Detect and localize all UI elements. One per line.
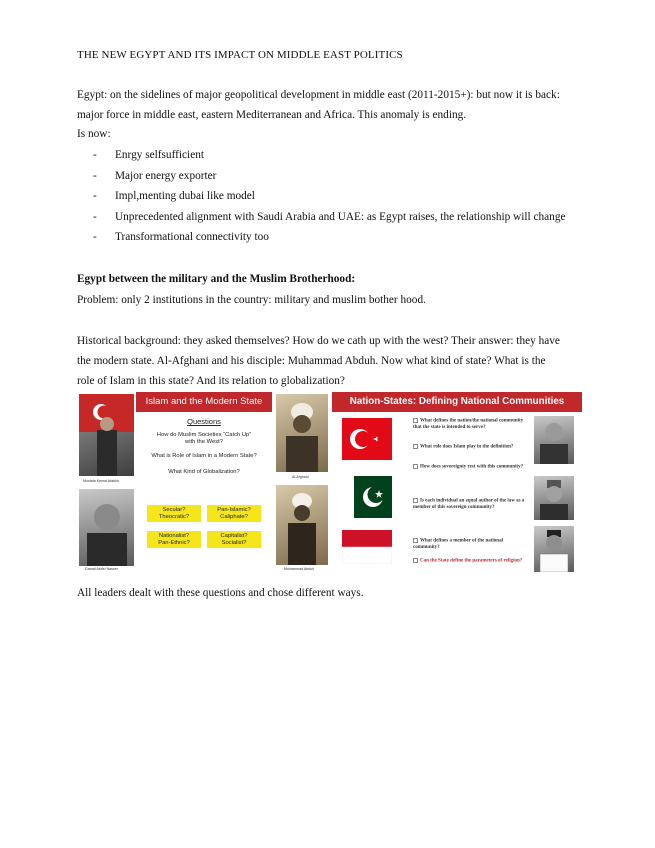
nation-question: Is each individual an equal author of the law as a member of this sovereign community? bbox=[413, 498, 525, 510]
option-box: Capitalist? Socialist? bbox=[207, 531, 261, 548]
nation-question: What role does Islam play in the definition? bbox=[413, 444, 525, 451]
section-heading: Egypt between the military and the Muslim Brotherhood: bbox=[77, 273, 356, 285]
dash-marker: - bbox=[93, 231, 97, 243]
intro-line-1: Egypt: on the sidelines of major geopolitical development in middle east (2011-2015+): but now it is back: bbox=[77, 89, 560, 101]
leader-portrait-3 bbox=[534, 526, 574, 572]
intro-line-2: major force in middle east, eastern Mediterranean and Africa. This anomaly is ending. bbox=[77, 109, 467, 121]
questions-heading: Questions bbox=[187, 417, 221, 426]
nation-question: What defines a member of the national community? bbox=[413, 538, 503, 550]
list-item: - Unprecedented alignment with Saudi Arabia and UAE: as Egypt raises, the relationship will change bbox=[77, 207, 566, 228]
pakistan-flag-icon bbox=[342, 476, 392, 518]
caption-abduh: Muhammad Abduh bbox=[284, 567, 315, 571]
portrait-icon bbox=[534, 526, 574, 572]
slide-nation-states bbox=[272, 392, 582, 573]
nation-question: How does sovereignty rest with this community? bbox=[413, 464, 525, 471]
portrait-icon bbox=[276, 485, 328, 565]
portrait-icon bbox=[79, 489, 134, 566]
question-catch-up-a: How do Muslim Societies “Catch Up” bbox=[156, 432, 252, 438]
dash-marker: - bbox=[93, 149, 97, 161]
caption-nasser: Gamal Abdel Nasser bbox=[85, 567, 118, 571]
question-globalization: What Kind of Globalization? bbox=[168, 469, 240, 475]
history-line-1: Historical background: they asked themselves? How do we cath up with the west? Their answer: they have bbox=[77, 335, 560, 347]
history-line-3: role of Islam in this state? And its relation to globalization? bbox=[77, 375, 345, 387]
leader-portrait-2 bbox=[534, 476, 574, 520]
closing-text: All leaders dealt with these questions and chose different ways. bbox=[77, 587, 364, 599]
slides-figure bbox=[77, 392, 582, 573]
document-title: THE NEW EGYPT AND ITS IMPACT ON MIDDLE EAST POLITICS bbox=[77, 49, 403, 61]
bullet-list bbox=[77, 145, 566, 248]
list-item: - Major energy exporter bbox=[77, 166, 566, 187]
slide-2-title: Nation-States: Defining National Communities bbox=[332, 392, 582, 412]
flag-backdrop-icon bbox=[79, 394, 134, 476]
slide-islam-modern-state bbox=[77, 392, 272, 573]
turkey-flag-icon bbox=[342, 418, 392, 460]
portrait-icon bbox=[276, 394, 328, 472]
nation-question-highlight: Can the State define the parameters of religion? bbox=[413, 558, 525, 565]
list-item: - Transformational connectivity too bbox=[77, 227, 566, 248]
question-role-islam: What is Role of Islam in a Modern State? bbox=[151, 453, 257, 459]
question-catch-up-b: with the West? bbox=[185, 439, 223, 445]
caption-afghani: Al-Afghani bbox=[292, 475, 309, 479]
option-box: Pan-Islamic? Caliphate? bbox=[207, 505, 261, 522]
dash-marker: - bbox=[93, 210, 97, 223]
option-box: Nationalist? Pan-Ethnic? bbox=[147, 531, 201, 548]
nation-question: What defines the nation/the national community that the state is intended to serve? bbox=[413, 418, 524, 430]
ataturk-photo bbox=[79, 394, 134, 476]
abduh-photo bbox=[276, 485, 328, 565]
history-line-2: the modern state. Al-Afghani and his disciple: Muhammad Abduh. Now what kind of state? What is the bbox=[77, 355, 546, 367]
caption-ataturk: Mustafa Kemal Atatürk bbox=[83, 479, 120, 483]
dash-marker: - bbox=[93, 190, 97, 202]
nasser-photo bbox=[79, 489, 134, 566]
list-item: - Impl,menting dubai like model bbox=[77, 186, 566, 207]
dash-marker: - bbox=[93, 169, 97, 182]
slide-1-title: Islam and the Modern State bbox=[136, 392, 272, 412]
list-item: - Enrgy selfsufficient bbox=[77, 145, 566, 166]
portrait-icon bbox=[534, 476, 574, 520]
option-box: Secular? Theocratic? bbox=[147, 505, 201, 522]
portrait-icon bbox=[534, 416, 574, 464]
problem-text: Problem: only 2 institutions in the country: military and muslim bother hood. bbox=[77, 294, 426, 306]
afghani-photo bbox=[276, 394, 328, 472]
is-now-label: Is now: bbox=[77, 128, 111, 140]
indonesia-flag-icon bbox=[342, 530, 392, 564]
leader-portrait-1 bbox=[534, 416, 574, 464]
